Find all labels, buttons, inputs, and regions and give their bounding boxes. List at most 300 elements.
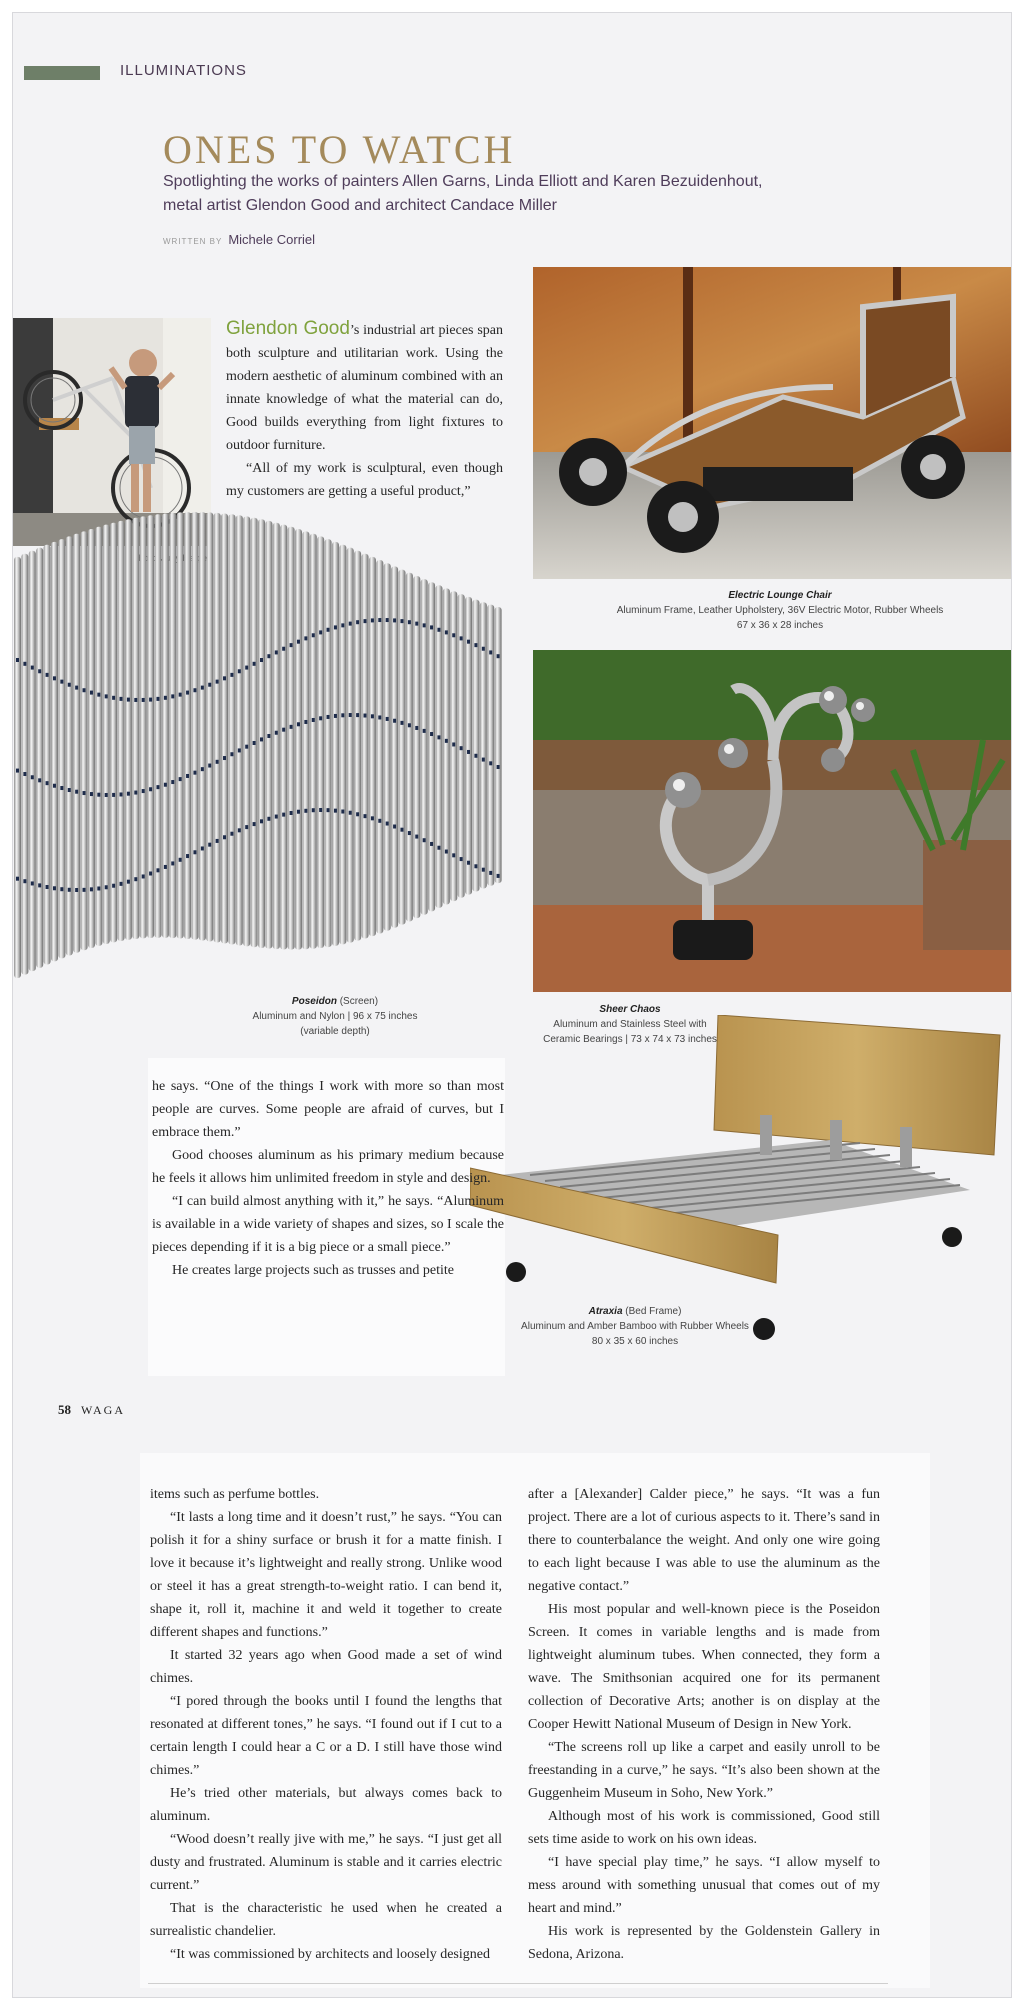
poseidon-nylon-link (230, 832, 233, 836)
poseidon-nylon-link (371, 816, 374, 820)
poseidon-nylon-link (267, 817, 270, 821)
subtitle-line-1: Spotlighting the works of painters Allen Garns, Linda Elliott and Karen Bezuidenhout, (163, 173, 763, 190)
poseidon-nylon-link (223, 676, 226, 680)
poseidon-nylon-link (356, 812, 359, 816)
poseidon-nylon-link (290, 725, 293, 729)
poseidon-nylon-link (53, 784, 56, 788)
poseidon-nylon-link (112, 884, 115, 888)
poseidon-nylon-link (23, 879, 26, 883)
poseidon-nylon-link (415, 835, 418, 839)
poseidon-nylon-link (127, 698, 130, 702)
poseidon-tube (191, 512, 198, 940)
poseidon-nylon-link (430, 732, 433, 736)
poseidon-nylon-link (282, 813, 285, 817)
poseidon-nylon-link (97, 793, 100, 797)
poseidon-nylon-link (208, 683, 211, 687)
page-number: 58 (58, 1402, 71, 1417)
bed-caption-title-line (505, 1304, 765, 1319)
poseidon-nylon-link (430, 842, 433, 846)
poseidon-nylon-link (319, 808, 322, 812)
poseidon-nylon-link (349, 811, 352, 815)
poseidon-nylon-link (31, 666, 34, 670)
lead-name: Glendon Good (226, 318, 350, 339)
poseidon-nylon-link (497, 765, 500, 769)
poseidon-nylon-link (238, 828, 241, 832)
poseidon-tube (428, 582, 435, 911)
poseidon-tube (406, 573, 413, 922)
poseidon-tube (443, 588, 450, 904)
poseidon-nylon-link (142, 874, 145, 878)
poseidon-nylon-link (208, 764, 211, 768)
bed-title-note: (Bed Frame) (622, 1306, 682, 1317)
poseidon-nylon-link (46, 885, 49, 889)
poseidon-tube (228, 514, 235, 944)
col1-paragraph-2: “It lasts a long time and it doesn’t rust,” he says. “You can polish it for a shiny surface or brush it for a matte finish. I love it because it’s lightweight and really strong. Unlike wood or steel it has a great strength-to-weight ratio. I can bend it, shape it, roll it, machine it and weld it together to create different shapes and functions.” (150, 1510, 502, 1640)
col1-paragraph-6: “Wood doesn’t really jive with me,” he says. “I just get all dusty and frustrated. Aluminum is stable and it carries electric current.” (150, 1832, 502, 1893)
poseidon-tube (36, 548, 43, 968)
poseidon-nylon-link (423, 623, 426, 627)
col1-paragraph-3: It started 32 years ago when Good made a set of wind chimes. (150, 1648, 502, 1686)
poseidon-nylon-link (400, 619, 403, 623)
poseidon-tube (14, 557, 21, 978)
chair-caption-line-1: Aluminum Frame, Leather Upholstery, 36V Electric Motor, Rubber Wheels (616, 605, 944, 616)
article-title: ONES TO WATCH (163, 127, 516, 172)
poseidon-nylon-link (223, 835, 226, 839)
poseidon-tube (280, 525, 287, 950)
poseidon-nylon-link (156, 868, 159, 872)
poseidon-tube (103, 525, 110, 944)
poseidon-nylon-link (164, 865, 167, 869)
written-by-label: WRITTEN BY (163, 237, 223, 246)
col1-paragraph-7: That is the characteristic he used when he created a surrealistic chandelier. (150, 1901, 502, 1939)
poseidon-nylon-link (105, 694, 108, 698)
col2-paragraph-4: Although most of his work is commissioned, Good still sets time aside to work on his own ideas. (528, 1809, 880, 1847)
poseidon-nylon-link (149, 872, 152, 876)
poseidon-nylon-link (120, 697, 123, 701)
poseidon-caption-line-1: Aluminum and Nylon | 96 x 75 inches (252, 1011, 418, 1022)
poseidon-nylon-link (437, 628, 440, 632)
chair-caption-title-line (600, 588, 960, 603)
poseidon-nylon-link (142, 698, 145, 702)
poseidon-nylon-link (349, 622, 352, 626)
poseidon-nylon-link (201, 846, 204, 850)
poseidon-tube (369, 557, 376, 936)
poseidon-nylon-link (127, 792, 130, 796)
poseidon-nylon-link (186, 854, 189, 858)
sheer-chaos-photo (533, 650, 1011, 992)
poseidon-nylon-link (334, 809, 337, 813)
poseidon-nylon-link (275, 731, 278, 735)
atraxia-bed-photo (470, 1015, 1006, 1340)
poseidon-tube (413, 576, 420, 918)
poseidon-nylon-link (186, 691, 189, 695)
poseidon-tube (169, 513, 176, 938)
poseidon-tube (325, 539, 332, 947)
poseidon-tube (362, 554, 369, 939)
poseidon-nylon-link (179, 693, 182, 697)
poseidon-nylon-link (445, 630, 448, 634)
paragraph-4: Good chooses aluminum as his primary medium because he feels it allows him unlimited freedom in style and design. (152, 1148, 504, 1186)
poseidon-nylon-link (253, 741, 256, 745)
poseidon-nylon-link (437, 735, 440, 739)
poseidon-nylon-link (164, 783, 167, 787)
poseidon-nylon-link (156, 697, 159, 701)
poseidon-nylon-link (489, 761, 492, 765)
paragraph-3: he says. “One of the things I work with more so than most people are curves. Some people are afraid of curves, but I embrace them.” (152, 1079, 504, 1140)
poseidon-nylon-link (290, 643, 293, 647)
poseidon-nylon-link (260, 819, 263, 823)
poseidon-nylon-link (408, 723, 411, 727)
poseidon-tube (317, 536, 324, 948)
poseidon-nylon-link (267, 734, 270, 738)
section-color-bar (24, 66, 100, 80)
poseidon-nylon-link (467, 750, 470, 754)
poseidon-tube (376, 560, 383, 933)
poseidon-title-note: (Screen) (336, 996, 379, 1007)
poseidon-tube (29, 551, 36, 971)
poseidon-nylon-link (216, 680, 219, 684)
poseidon-nylon-link (319, 716, 322, 720)
paragraph-5: “I can build almost anything with it,” he says. “Aluminum is available in a wide variety of shapes and sizes, so I scale the pieces depending if it is a big piece or a small piece.” (152, 1194, 504, 1255)
lead-paragraph (226, 317, 503, 457)
chaos-caption-line-2: Ceramic Bearings | 73 x 74 x 73 inches (543, 1034, 717, 1045)
poseidon-nylon-link (171, 861, 174, 865)
poseidon-tube (21, 554, 28, 975)
poseidon-nylon-link (290, 811, 293, 815)
poseidon-nylon-link (474, 643, 477, 647)
poseidon-nylon-link (341, 623, 344, 627)
poseidon-nylon-link (430, 625, 433, 629)
poseidon-nylon-link (97, 886, 100, 890)
poseidon-nylon-link (60, 786, 63, 790)
page-folio (58, 1402, 125, 1418)
col2-paragraph-1: after a [Alexander] Calder piece,” he says. “It was a fun project. There are a lot of curious aspects to it. There’s sand in there to counterbalance the weight. And only one wire going to each light because I was able to use the aluminum as the negative contact.” (528, 1487, 880, 1594)
poseidon-nylon-link (149, 787, 152, 791)
footer-rule (148, 1983, 888, 1984)
poseidon-nylon-link (364, 619, 367, 623)
poseidon-nylon-link (400, 828, 403, 832)
poseidon-nylon-link (216, 760, 219, 764)
poseidon-nylon-link (341, 810, 344, 814)
poseidon-nylon-link (68, 888, 71, 892)
poseidon-nylon-link (16, 769, 19, 773)
poseidon-nylon-link (304, 720, 307, 724)
poseidon-nylon-link (415, 726, 418, 730)
poseidon-nylon-link (90, 792, 93, 796)
poseidon-nylon-link (60, 680, 63, 684)
poseidon-nylon-link (193, 850, 196, 854)
col2-paragraph-5: “I have special play time,” he says. “I allow myself to mess around with something unusual that comes out of my heart and mind.” (528, 1855, 880, 1916)
poseidon-caption-line-2: (variable depth) (300, 1026, 370, 1037)
poseidon-tube (162, 513, 169, 937)
poseidon-nylon-link (90, 887, 93, 891)
chaos-title: Sheer Chaos (599, 1004, 661, 1015)
poseidon-nylon-link (489, 871, 492, 875)
poseidon-tube (295, 529, 302, 950)
poseidon-tube (288, 527, 295, 950)
col1-paragraph-8: “It was commissioned by architects and loosely designed (170, 1947, 490, 1962)
poseidon-tube (66, 536, 73, 955)
poseidon-nylon-link (364, 714, 367, 718)
poseidon-nylon-link (164, 696, 167, 700)
lead-paragraph-text: ’s industrial art pieces span both sculpture and utilitarian work. Using the modern aesthetic of aluminum combined with an innate knowledge of what the material can do, Good builds everything from light fixtures to outdoor furniture. (226, 323, 503, 453)
poseidon-nylon-link (179, 777, 182, 781)
poseidon-nylon-link (245, 825, 248, 829)
poseidon-nylon-link (371, 618, 374, 622)
poseidon-tube (51, 542, 58, 962)
poseidon-nylon-link (134, 698, 137, 702)
poseidon-tube (199, 512, 206, 940)
poseidon-nylon-link (415, 622, 418, 626)
poseidon-nylon-link (223, 756, 226, 760)
poseidon-nylon-link (31, 775, 34, 779)
poseidon-nylon-link (474, 864, 477, 868)
poseidon-tube (332, 542, 339, 946)
poseidon-title: Poseidon (291, 996, 337, 1007)
poseidon-nylon-link (423, 838, 426, 842)
poseidon-tube (354, 551, 361, 941)
poseidon-nylon-link (282, 647, 285, 651)
poseidon-tube (132, 518, 139, 939)
poseidon-nylon-link (38, 669, 41, 673)
poseidon-nylon-link (349, 713, 352, 717)
poseidon-tube (184, 512, 191, 939)
poseidon-nylon-link (474, 754, 477, 758)
poseidon-nylon-link (437, 846, 440, 850)
poseidon-tube (206, 512, 213, 941)
poseidon-nylon-link (304, 809, 307, 813)
poseidon-nylon-link (216, 839, 219, 843)
poseidon-nylon-link (23, 662, 26, 666)
poseidon-tube (118, 521, 125, 941)
poseidon-nylon-link (482, 758, 485, 762)
poseidon-nylon-link (460, 746, 463, 750)
poseidon-nylon-link (253, 662, 256, 666)
article-lead-column (226, 317, 503, 503)
col1-paragraph-1: items such as perfume bottles. (150, 1487, 320, 1502)
poseidon-nylon-link (445, 739, 448, 743)
poseidon-nylon-link (16, 658, 19, 662)
article-subtitle (163, 170, 763, 218)
poseidon-nylon-link (83, 688, 86, 692)
poseidon-nylon-link (452, 853, 455, 857)
bed-caption-line-2: 80 x 35 x 60 inches (591, 1336, 679, 1347)
poseidon-tube (251, 518, 258, 948)
poseidon-nylon-link (371, 714, 374, 718)
poseidon-nylon-link (31, 881, 34, 885)
poseidon-nylon-link (208, 843, 211, 847)
chair-caption (600, 588, 960, 633)
poseidon-nylon-link (83, 791, 86, 795)
poseidon-tube (421, 579, 428, 915)
poseidon-nylon-link (334, 714, 337, 718)
poseidon-tube (273, 523, 280, 949)
section-label: ILLUMINATIONS (120, 62, 247, 79)
subtitle-line-2: metal artist Glendon Good and architect Candace Miller (163, 197, 557, 214)
poseidon-nylon-link (460, 857, 463, 861)
poseidon-nylon-link (341, 713, 344, 717)
poseidon-nylon-link (38, 883, 41, 887)
poseidon-tube (221, 513, 228, 943)
chair-caption-line-2: 67 x 36 x 28 inches (736, 620, 824, 631)
poseidon-nylon-link (134, 791, 137, 795)
poseidon-tube (435, 585, 442, 908)
poseidon-tube (243, 516, 250, 946)
poseidon-nylon-link (230, 752, 233, 756)
poseidon-nylon-link (105, 793, 108, 797)
poseidon-nylon-link (245, 666, 248, 670)
poseidon-nylon-link (364, 814, 367, 818)
poseidon-nylon-link (378, 715, 381, 719)
poseidon-nylon-link (253, 822, 256, 826)
poseidon-nylon-link (245, 745, 248, 749)
poseidon-nylon-link (275, 815, 278, 819)
poseidon-tube (310, 534, 317, 949)
poseidon-nylon-link (423, 729, 426, 733)
poseidon-nylon-link (97, 693, 100, 697)
poseidon-nylon-link (60, 887, 63, 891)
poseidon-nylon-link (156, 785, 159, 789)
poseidon-nylon-link (482, 647, 485, 651)
poseidon-caption (240, 994, 430, 1039)
col2-paragraph-3: “The screens roll up like a carpet and easily unroll to be freestanding in a curve,” he says. “It’s also been shown at the Guggenheim Museum in Soho, New York.” (528, 1740, 880, 1801)
poseidon-nylon-link (179, 858, 182, 862)
poseidon-nylon-link (112, 696, 115, 700)
poseidon-nylon-link (75, 888, 78, 892)
poseidon-nylon-link (386, 618, 389, 622)
poseidon-nylon-link (312, 718, 315, 722)
poseidon-tube (339, 545, 346, 945)
poseidon-nylon-link (393, 719, 396, 723)
poseidon-nylon-link (171, 780, 174, 784)
poseidon-tube (177, 512, 184, 938)
poseidon-nylon-link (482, 868, 485, 872)
poseidon-tube (81, 531, 88, 950)
poseidon-nylon-link (467, 861, 470, 865)
poseidon-nylon-link (83, 888, 86, 892)
poseidon-nylon-link (327, 715, 330, 719)
poseidon-nylon-link (75, 790, 78, 794)
poseidon-nylon-link (378, 618, 381, 622)
poseidon-nylon-link (53, 676, 56, 680)
poseidon-screen-photo (12, 508, 504, 978)
poseidon-nylon-link (408, 831, 411, 835)
poseidon-nylon-link (68, 683, 71, 687)
poseidon-nylon-link (378, 819, 381, 823)
poseidon-nylon-link (23, 772, 26, 776)
poseidon-nylon-link (356, 620, 359, 624)
poseidon-nylon-link (53, 886, 56, 890)
poseidon-nylon-link (171, 694, 174, 698)
poseidon-nylon-link (386, 717, 389, 721)
col2-paragraph-6: His work is represented by the Goldenstein Gallery in Sedona, Arizona. (528, 1924, 880, 1962)
article-mid-column (152, 1075, 504, 1282)
poseidon-nylon-link (75, 686, 78, 690)
article-column-right (528, 1483, 880, 1966)
poseidon-nylon-link (16, 877, 19, 881)
poseidon-nylon-link (312, 633, 315, 637)
poseidon-nylon-link (393, 618, 396, 622)
poseidon-nylon-link (408, 620, 411, 624)
poseidon-nylon-link (201, 767, 204, 771)
poseidon-nylon-link (467, 640, 470, 644)
poseidon-caption-title-line (240, 994, 430, 1009)
author-name: Michele Corriel (228, 232, 316, 247)
poseidon-tube (495, 607, 502, 883)
poseidon-nylon-link (238, 669, 241, 673)
poseidon-nylon-link (460, 636, 463, 640)
poseidon-nylon-link (319, 630, 322, 634)
poseidon-nylon-link (90, 691, 93, 695)
poseidon-nylon-link (327, 628, 330, 632)
poseidon-nylon-link (193, 771, 196, 775)
col1-paragraph-4: “I pored through the books until I found the lengths that resonated at different tones,” he says. “I found out if I cut to a certain length I could hear a C or a D. I still have those wind chimes.” (150, 1694, 502, 1778)
poseidon-tube (236, 515, 243, 945)
poseidon-tube (154, 514, 161, 938)
poseidon-nylon-link (46, 781, 49, 785)
poseidon-nylon-link (334, 625, 337, 629)
bed-caption (505, 1304, 765, 1349)
poseidon-nylon-link (312, 808, 315, 812)
magazine-logo: WAGA (81, 1403, 125, 1417)
bed-title: Atraxia (588, 1306, 623, 1317)
poseidon-nylon-link (445, 850, 448, 854)
poseidon-tube (487, 605, 494, 886)
poseidon-nylon-link (142, 789, 145, 793)
poseidon-nylon-link (105, 885, 108, 889)
poseidon-nylon-link (201, 686, 204, 690)
poseidon-nylon-link (120, 882, 123, 886)
bed-caption-line-1: Aluminum and Amber Bamboo with Rubber Wheels (521, 1321, 749, 1332)
poseidon-nylon-link (260, 737, 263, 741)
poseidon-tube (110, 523, 117, 943)
poseidon-nylon-link (386, 822, 389, 826)
article-column-left (150, 1483, 502, 1966)
poseidon-nylon-link (497, 654, 500, 658)
poseidon-nylon-link (297, 722, 300, 726)
poseidon-nylon-link (282, 728, 285, 732)
poseidon-nylon-link (134, 877, 137, 881)
poseidon-nylon-link (304, 636, 307, 640)
poseidon-nylon-link (238, 748, 241, 752)
poseidon-nylon-link (452, 742, 455, 746)
poseidon-nylon-link (186, 774, 189, 778)
col1-paragraph-5: He’s tried other materials, but always comes back to aluminum. (150, 1786, 502, 1824)
poseidon-nylon-link (260, 658, 263, 662)
col2-paragraph-2: His most popular and well-known piece is the Poseidon Screen. It comes in variable lengths and is made from lightweight aluminum tubes. When connected, they form a wave. The Smithsonian acquired one for its permanent collection of Decorative Arts; another is on display at the Cooper Hewitt National Museum of Design in New York. (528, 1602, 880, 1732)
poseidon-tube (302, 531, 309, 949)
byline (163, 232, 315, 247)
poseidon-tube (88, 529, 95, 948)
poseidon-nylon-link (356, 713, 359, 717)
poseidon-tube (347, 548, 354, 943)
poseidon-tube (125, 519, 132, 940)
poseidon-nylon-link (452, 633, 455, 637)
poseidon-tube (258, 519, 265, 948)
poseidon-nylon-link (393, 824, 396, 828)
poseidon-nylon-link (120, 792, 123, 796)
poseidon-tube (44, 545, 51, 965)
poseidon-nylon-link (127, 880, 130, 884)
poseidon-nylon-link (193, 688, 196, 692)
paragraph-2: “All of my work is sculptural, even though my customers are getting a useful product,” (226, 461, 503, 499)
poseidon-nylon-link (297, 640, 300, 644)
poseidon-nylon-link (497, 874, 500, 878)
poseidon-nylon-link (112, 793, 115, 797)
poseidon-nylon-link (275, 650, 278, 654)
chaos-caption-line-1: Aluminum and Stainless Steel with (553, 1019, 707, 1030)
poseidon-tube (214, 513, 221, 943)
